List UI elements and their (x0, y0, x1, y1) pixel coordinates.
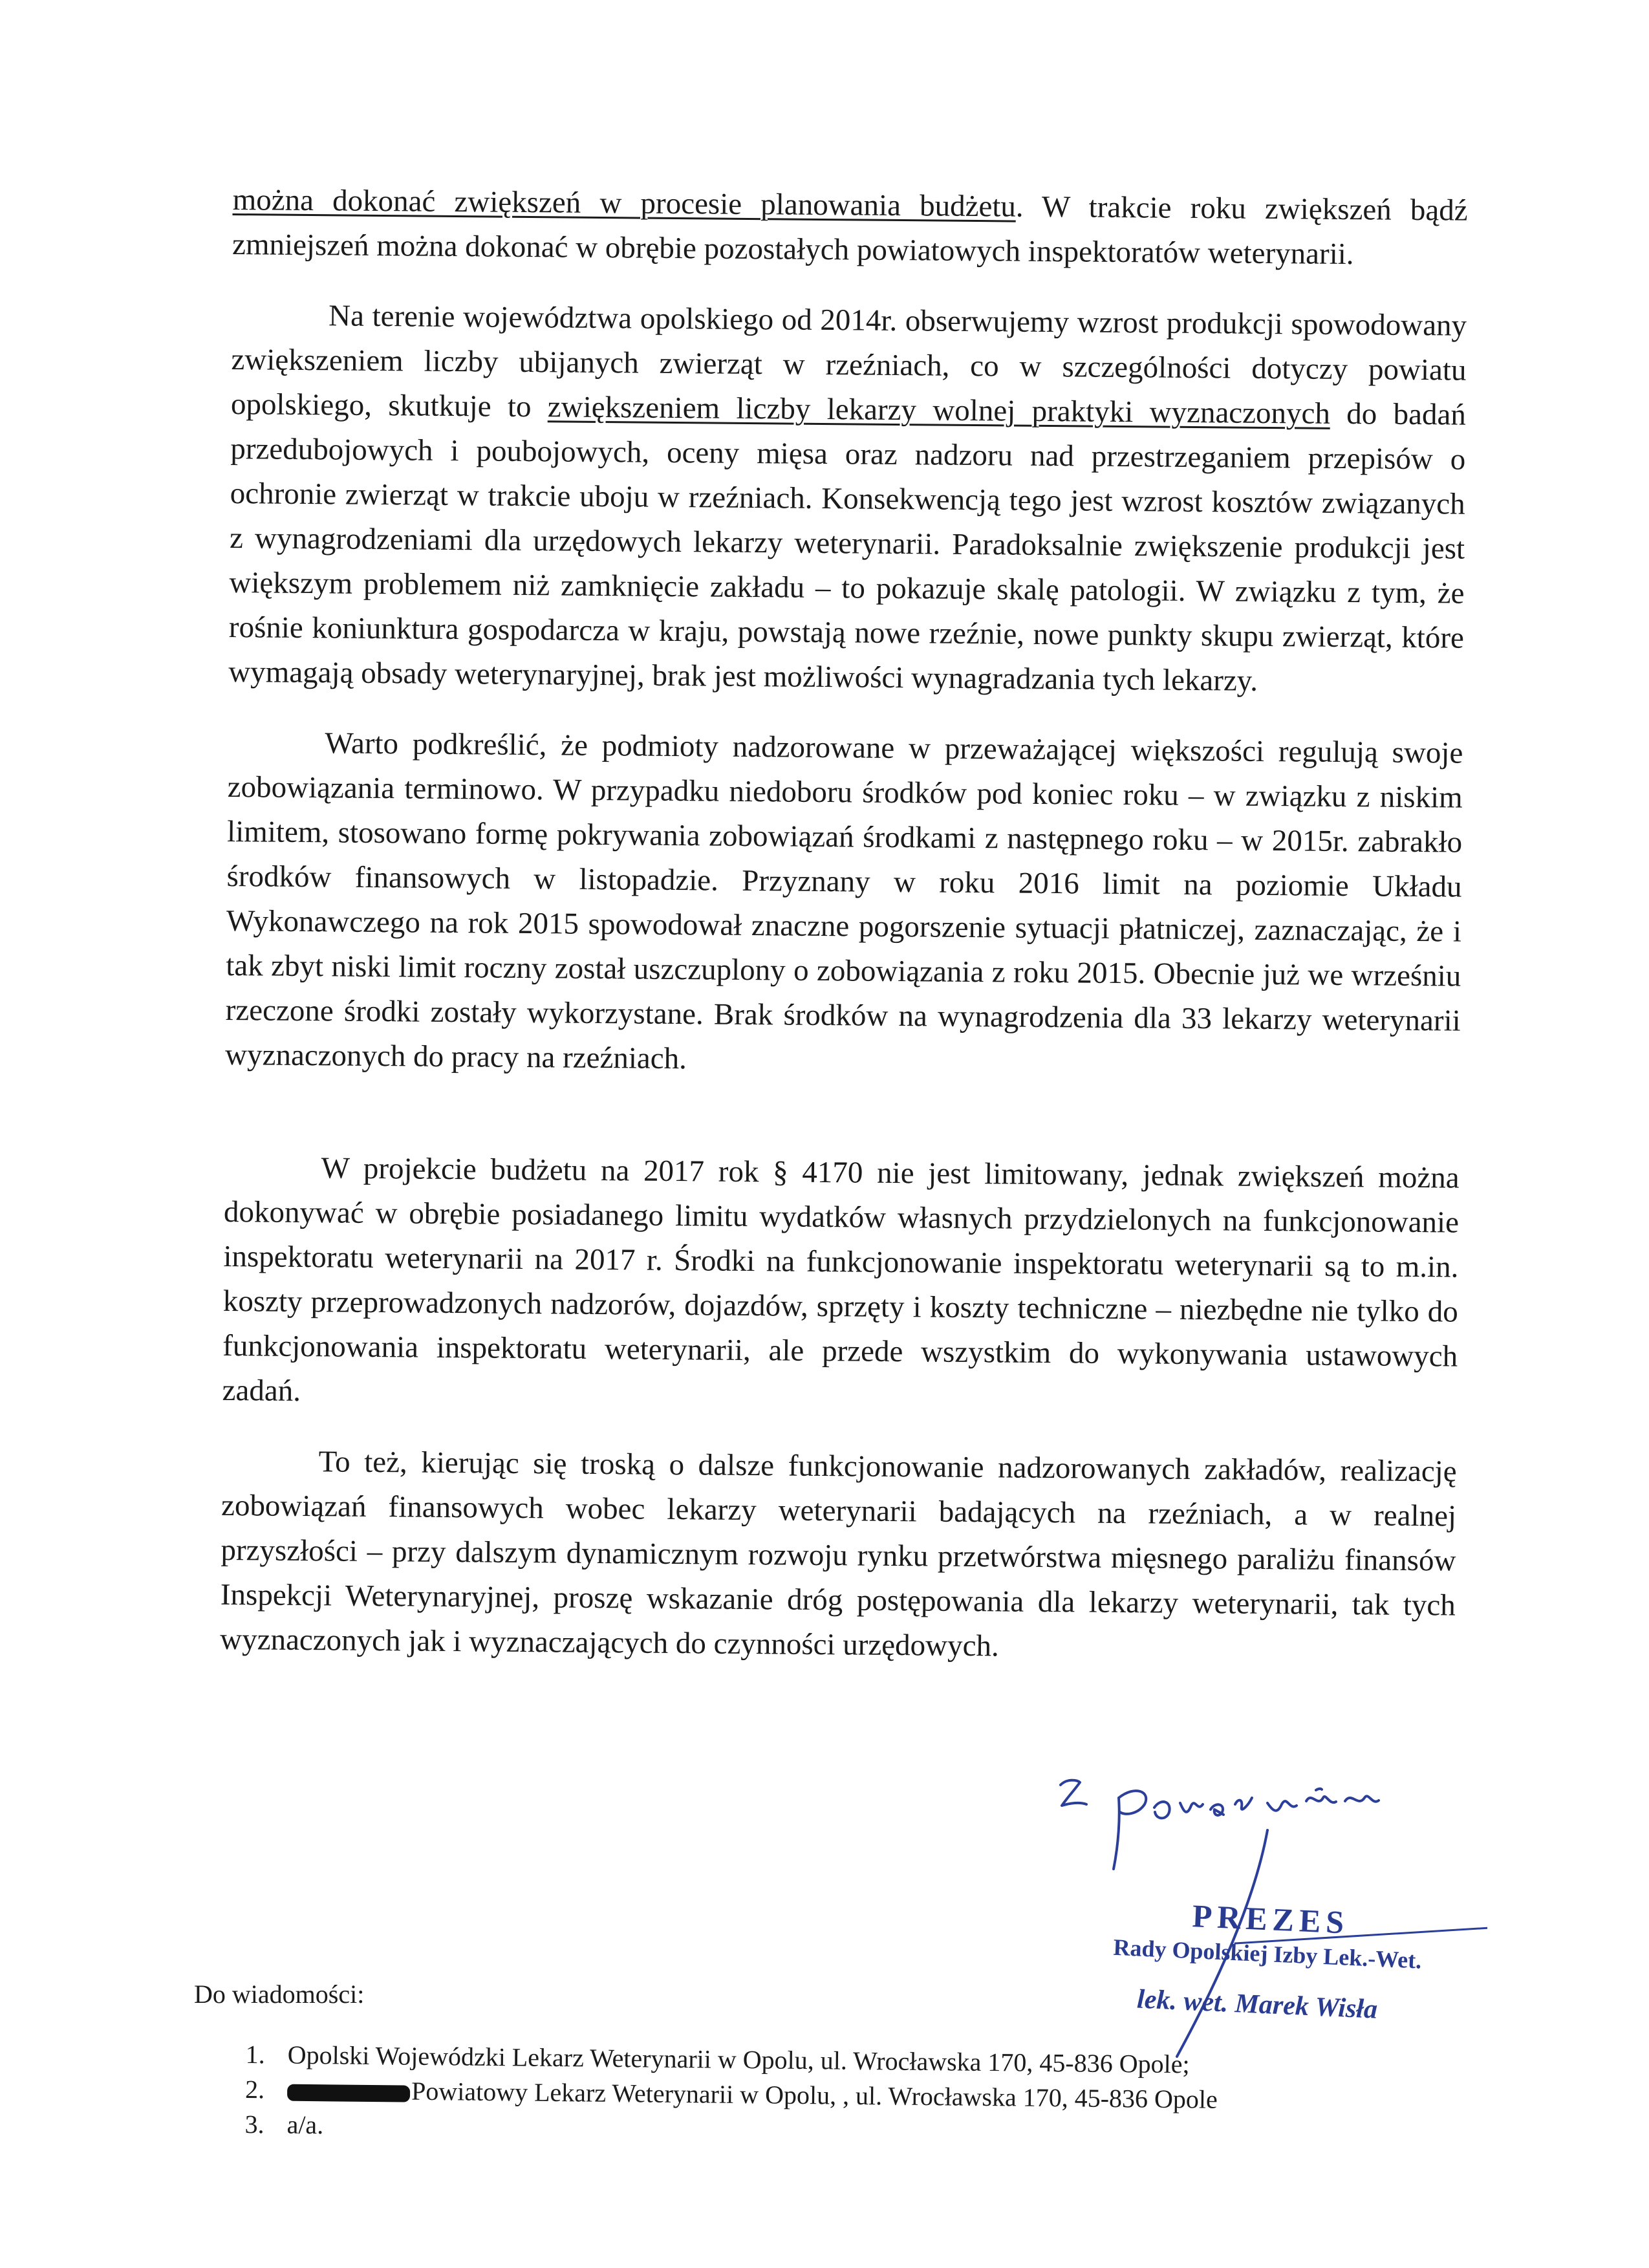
paragraph-2 (228, 293, 1467, 706)
stamp-organization: Rady Opolskiej Izby Lek.-Wet. (1112, 1934, 1423, 1974)
letter-body (220, 178, 1468, 1673)
text-segment: Warto podkreślić, że podmioty nadzorowane w przeważającej większości regulują swoje zobowiązania terminowo. W przypadku niedoboru środków pod koniec roku – w związku z niskim limitem, stosowano formę pokrywania zobowiązań środkami z następnego roku – w 2015r. zabrakło środków finansowych w listopadzie. Przyznany w roku 2016 limit na poziomie Układu Wykonawczego na rok 2015 spowodował znaczne pogorszenie sytuacji płatniczej, zaznaczając, że i tak zbyt niski limit roczny został uszczuplony o zobowiązania z roku 2015. Obecnie już we wrześniu rzeczone środki zostały wykorzystane. Brak środków na wynagrodzenia dla 33 lekarzy weterynarii wyznaczonych do pracy na rzeźniach. (224, 726, 1463, 1076)
cc-item-number: 2. (244, 2074, 265, 2104)
text-segment: do badań przedubojowych i poubojowych, oceny mięsa oraz nadzoru nad przestrzeganiem przepisów o ochronie zwierząt w trakcie uboju w rzeźniach. Konsekwencją tego jest wzrost kosztów związanych z wynagrodzeniami dla urzędowych lekarzy weterynarii. Paradoksalnie zwiększenie produkcji jest większym problemem niż zamknięcie zakładu – to pokazuje skalę patologii. W związku z tym, że rośnie koniunktura gospodarcza w kraju, powstają nowe rzeźnie, nowe punkty skupu zwierząt, które wymagają obsady weterynaryjnej, brak jest możliwości wynagradzania tych lekarzy. (228, 396, 1467, 698)
text-segment: Na terenie województwa opolskiego od 2014r. obserwujemy wzrost produkcji spowodowany zwiększeniem liczby ubijanych zwierząt w rzeźniach, co w szczególności dotyczy powiatu opolskiego, skutkuje to (230, 299, 1467, 424)
cc-label: Do wiadomości: (194, 1980, 365, 2009)
cc-list (244, 2037, 1474, 2155)
cc-item-number: 3. (244, 2109, 264, 2139)
official-stamp (1096, 1893, 1490, 2058)
paragraph-5 (220, 1439, 1457, 1673)
paragraph-4 (222, 1145, 1460, 1424)
text-segment: To też, kierując się troską o dalsze funkcjonowanie nadzorowanych zakładów, realizację zobowiązań finansowych wobec lekarzy weterynarii badających na rzeźniach, a w realnej przyszłości – przy dalszym dynamicznym rozwoju rynku przetwórstwa mięsnego paraliżu finansów Inspekcji Weterynaryjnej, proszę wskazanie dróg postępowania dla lekarzy weterynarii, tak tych wyznaczonych jak i wyznaczających do czynności urzędowych. (220, 1445, 1457, 1663)
stamp-name: lek. wet. Marek Wisła (1136, 1984, 1379, 2025)
cc-item-text: a/a. (286, 2110, 324, 2140)
cc-item-number: 1. (245, 2039, 265, 2069)
stamp-title: PREZES (1191, 1897, 1350, 1941)
underlined-phrase: można dokonać zwiększeń w procesie planowania budżetu (232, 182, 1017, 224)
cc-item-text: Powiatowy Lekarz Weterynarii w Opolu, , ul. Wrocławska 170, 45-836 Opole (411, 2076, 1218, 2114)
redaction-mark (287, 2084, 410, 2102)
paragraph-1 (232, 178, 1468, 278)
cc-item-text: Opolski Wojewódzki Lekarz Weterynarii w Opolu, ul. Wrocławska 170, 45-836 Opole; (287, 2040, 1190, 2079)
paragraph-3 (225, 720, 1463, 1088)
underlined-phrase: zwiększeniem liczby lekarzy wolnej praktyki wyznaczonych (547, 390, 1331, 431)
text-segment: . W trakcie roku zwiększeń bądź zmniejszeń można dokonać w obrębie pozostałych powiatowych inspektoratów weterynarii. (232, 189, 1468, 272)
text-segment: W projekcie budżetu na 2017 rok § 4170 nie jest limitowany, jednak zwiększeń można dokonywać w obrębie posiadanego limitu wydatków własnych przydzielonych na funkcjonowanie inspektoratu weterynarii na 2017 r. Środki na funkcjonowanie inspektoratu weterynarii są to m.in. koszty przeprowadzonych nadzorów, dojazdów, sprzęty i koszty techniczne – niezbędne nie tylko do funkcjonowania inspektoratu weterynarii, ale przede wszystkim do wykonywania ustawowych zadań. (222, 1151, 1460, 1408)
